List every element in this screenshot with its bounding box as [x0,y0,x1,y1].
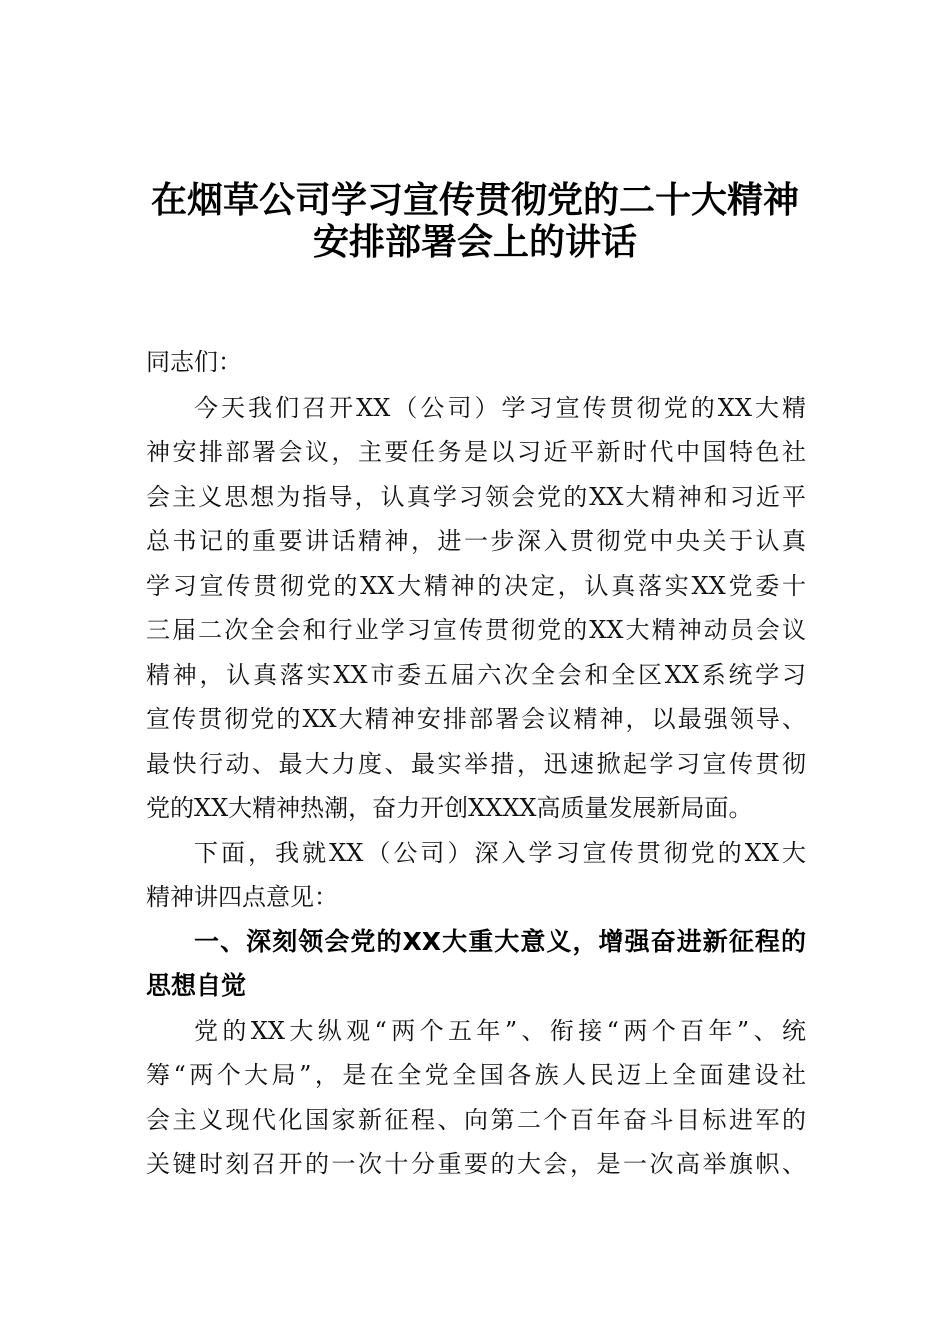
paragraph-line: 党的XX大精神热潮，奋力开创XXXX高质量发展新局面。 [146,794,753,822]
paragraph-line: 今天我们召开XX（公司）学习宣传贯彻党的XX大精 [194,394,806,422]
paragraph-line: 会主义现代化国家新征程、向第二个百年奋斗目标进军的 [146,1106,806,1134]
paragraph-line: 党的XX大纵观“两个五年”、衔接“两个百年”、统 [194,1017,806,1045]
salutation: 同志们： [146,348,242,376]
paragraph-line: 宣传贯彻党的XX大精神安排部署会议精神，以最强领导、 [146,705,806,733]
paragraph-line: 学习宣传贯彻党的XX大精神的决定，认真落实XX党委十 [146,572,806,600]
paragraph-line: 关键时刻召开的一次十分重要的大会，是一次高举旗帜、 [146,1150,806,1178]
paragraph-line: 筹“两个大局”，是在全党全国各族人民迈上全面建设社 [146,1061,806,1089]
paragraph-line: 总书记的重要讲话精神，进一步深入贯彻党中央关于认真 [146,527,806,555]
section-heading-line: 一、深刻领会党的XX大重大意义，增强奋进新征程的 [194,927,806,956]
document-title-line-1: 在烟草公司学习宣传贯彻党的二十大精神 [150,179,799,221]
document-title-line-2: 安排部署会上的讲话 [312,221,637,263]
paragraph-line: 精神讲四点意见： [146,883,338,911]
paragraph-line: 精神，认真落实XX市委五届六次全会和全区XX系统学习 [146,661,806,689]
paragraph-line: 三届二次全会和行业学习宣传贯彻党的XX大精神动员会议 [146,616,806,644]
paragraph-line: 最快行动、最大力度、最实举措，迅速掀起学习宣传贯彻 [146,750,806,778]
paragraph-line: 会主义思想为指导，认真学习领会党的XX大精神和习近平 [146,483,806,511]
section-heading-line: 思想自觉 [146,971,247,1000]
paragraph-line: 下面，我就XX（公司）深入学习宣传贯彻党的XX大 [194,839,806,867]
paragraph-line: 神安排部署会议，主要任务是以习近平新时代中国特色社 [146,438,806,466]
